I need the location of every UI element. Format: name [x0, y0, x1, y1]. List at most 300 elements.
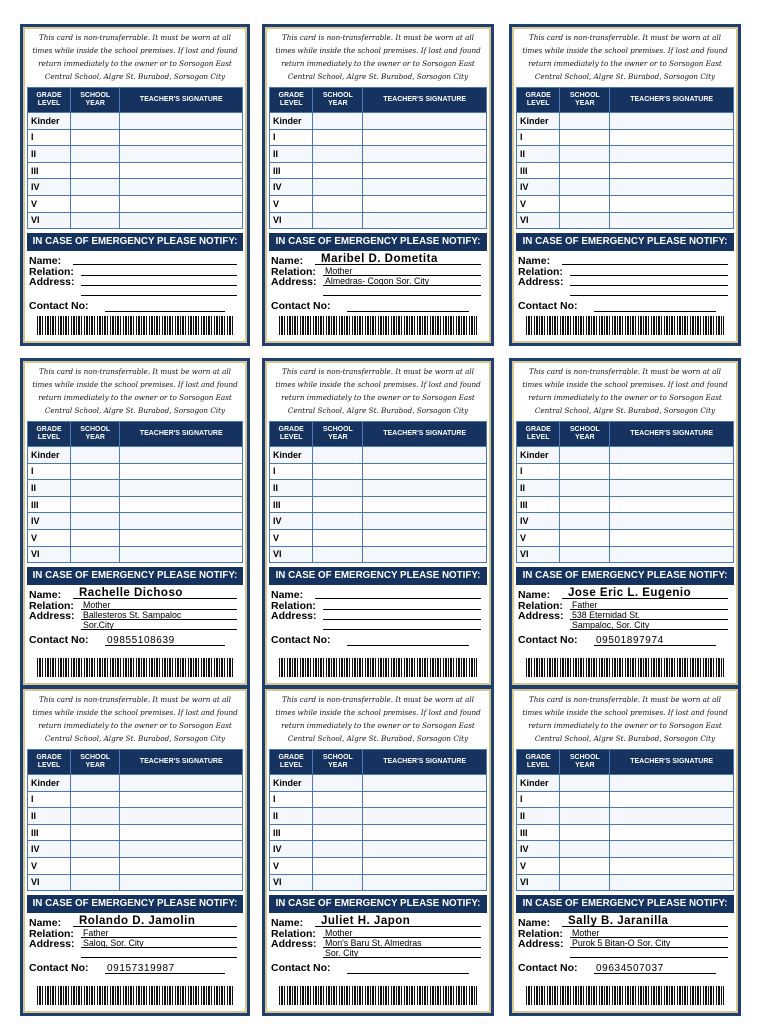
signature-cell — [363, 447, 487, 464]
table-row — [28, 195, 243, 212]
grade-level-cell: II — [517, 480, 560, 497]
signature-cell — [120, 808, 243, 825]
address-label: Address: — [29, 276, 75, 289]
signature-cell — [363, 463, 487, 480]
relation-label: Relation: — [29, 928, 74, 941]
name-label: Name: — [518, 589, 551, 602]
school-year-cell — [313, 463, 363, 480]
table-row — [517, 447, 734, 464]
signature-cell — [120, 162, 243, 179]
signature-cell — [120, 824, 243, 841]
signature-cell — [610, 874, 734, 891]
grade-level-cell: Kinder — [28, 113, 71, 130]
grade-level-cell: IV — [517, 841, 560, 858]
address-label: Address: — [29, 938, 75, 951]
grade-level-cell: III — [270, 496, 313, 513]
header-teacher-signature: TEACHER'S SIGNATURE — [363, 750, 487, 775]
signature-cell — [363, 513, 487, 530]
table-row — [270, 775, 487, 792]
signature-cell — [120, 146, 243, 163]
school-year-cell — [71, 775, 120, 792]
table-row — [28, 129, 243, 146]
signature-cell — [610, 480, 734, 497]
card-disclaimer: This card is non-transferrable. It must be worn at all times while inside the school premises. If lost and found return immediately to the owner or to Sorsogon East Central School, Algre St. Burabod, Sorsogon City — [522, 695, 728, 743]
name-label: Name: — [29, 589, 62, 602]
table-row — [270, 857, 487, 874]
grade-level-cell: II — [270, 146, 313, 163]
id-card-back — [20, 358, 250, 688]
grade-signature-table — [27, 87, 243, 229]
table-row — [517, 195, 734, 212]
card-disclaimer: This card is non-transferrable. It must be worn at all times while inside the school premises. If lost and found return immediately to the owner or to Sorsogon East Central School, Algre St. Burabod, Sorsogon City — [275, 33, 481, 81]
signature-cell — [610, 513, 734, 530]
grade-level-cell: VI — [270, 546, 313, 563]
relation-label: Relation: — [518, 600, 563, 613]
school-year-cell — [71, 179, 120, 196]
grade-level-cell: VI — [28, 874, 71, 891]
signature-cell — [363, 857, 487, 874]
school-year-cell — [313, 841, 363, 858]
table-row — [517, 496, 734, 513]
contact-person-name: Rolando D. Jamolin — [79, 915, 196, 928]
table-row — [28, 496, 243, 513]
school-year-cell — [313, 195, 363, 212]
header-teacher-signature: TEACHER'S SIGNATURE — [120, 88, 243, 113]
barcode-image — [37, 316, 233, 335]
table-row — [270, 874, 487, 891]
card-disclaimer: This card is non-transferrable. It must be worn at all times while inside the school premises. If lost and found return immediately to the owner or to Sorsogon East Central School, Algre St. Burabod, Sorsogon City — [32, 695, 238, 743]
relation-value: Mother — [325, 266, 353, 277]
table-row — [270, 513, 487, 530]
emergency-contact-info — [27, 589, 243, 648]
grade-level-cell: IV — [270, 179, 313, 196]
emergency-heading: IN CASE OF EMERGENCY PLEASE NOTIFY: — [269, 567, 487, 585]
id-card-back — [262, 686, 494, 1016]
card-disclaimer: This card is non-transferrable. It must be worn at all times while inside the school premises. If lost and found return immediately to the owner or to Sorsogon East Central School, Algre St. Burabod, Sorsogon City — [522, 33, 728, 81]
signature-cell — [610, 808, 734, 825]
header-teacher-signature: TEACHER'S SIGNATURE — [610, 422, 734, 447]
barcode-image — [37, 986, 233, 1005]
school-year-cell — [71, 857, 120, 874]
emergency-contact-info — [516, 255, 734, 314]
school-year-cell — [313, 212, 363, 229]
table-row — [517, 874, 734, 891]
header-school-year: SCHOOL YEAR — [560, 422, 610, 447]
grade-level-cell: I — [517, 463, 560, 480]
school-year-cell — [313, 179, 363, 196]
signature-cell — [120, 195, 243, 212]
signature-cell — [120, 874, 243, 891]
header-teacher-signature: TEACHER'S SIGNATURE — [610, 750, 734, 775]
contact-number-value: 09855108639 — [107, 635, 175, 647]
table-row — [270, 195, 487, 212]
table-row — [270, 791, 487, 808]
address-label: Address: — [518, 276, 564, 289]
grade-signature-table — [269, 421, 487, 563]
grade-level-cell: V — [517, 195, 560, 212]
school-year-cell — [313, 791, 363, 808]
emergency-heading: IN CASE OF EMERGENCY PLEASE NOTIFY: — [27, 895, 243, 913]
signature-cell — [610, 129, 734, 146]
contact-person-name: Jose Eric L. Eugenio — [568, 587, 692, 600]
table-row — [517, 546, 734, 563]
emergency-contact-info — [269, 255, 487, 314]
signature-cell — [120, 212, 243, 229]
school-year-cell — [313, 113, 363, 130]
school-year-cell — [71, 496, 120, 513]
grade-level-cell: I — [28, 791, 71, 808]
signature-cell — [610, 546, 734, 563]
table-row — [517, 775, 734, 792]
school-year-cell — [313, 874, 363, 891]
header-grade-level: GRADE LEVEL — [270, 88, 313, 113]
school-year-cell — [313, 129, 363, 146]
header-teacher-signature: TEACHER'S SIGNATURE — [610, 88, 734, 113]
id-card-back — [509, 358, 741, 688]
table-row — [28, 775, 243, 792]
contact-number-value: 09157319987 — [107, 963, 175, 975]
signature-cell — [610, 824, 734, 841]
relation-label: Relation: — [29, 266, 74, 279]
contact-number-label: Contact No: — [271, 962, 331, 975]
signature-cell — [363, 162, 487, 179]
card-disclaimer: This card is non-transferrable. It must be worn at all times while inside the school premises. If lost and found return immediately to the owner or to Sorsogon East Central School, Algre St. Burabod, Sorsogon City — [275, 367, 481, 415]
header-grade-level: GRADE LEVEL — [270, 422, 313, 447]
signature-cell — [120, 841, 243, 858]
address-label: Address: — [271, 938, 317, 951]
emergency-contact-info — [269, 917, 487, 976]
table-row — [28, 824, 243, 841]
signature-cell — [120, 546, 243, 563]
table-row — [28, 808, 243, 825]
table-row — [270, 447, 487, 464]
card-disclaimer: This card is non-transferrable. It must be worn at all times while inside the school premises. If lost and found return immediately to the owner or to Sorsogon East Central School, Algre St. Burabod, Sorsogon City — [32, 33, 238, 81]
table-row — [270, 212, 487, 229]
grade-level-cell: V — [517, 529, 560, 546]
grade-level-cell: Kinder — [517, 775, 560, 792]
address-line-1: Almedras- Cogon Sor. City — [325, 276, 430, 287]
signature-cell — [610, 775, 734, 792]
address-label: Address: — [518, 610, 564, 623]
grade-level-cell: III — [28, 496, 71, 513]
emergency-contact-info — [516, 589, 734, 648]
relation-label: Relation: — [271, 600, 316, 613]
table-row — [28, 480, 243, 497]
school-year-cell — [560, 775, 610, 792]
grade-level-cell: II — [270, 808, 313, 825]
school-year-cell — [71, 146, 120, 163]
table-row — [28, 146, 243, 163]
grade-level-cell: I — [270, 463, 313, 480]
signature-cell — [120, 775, 243, 792]
table-row — [270, 129, 487, 146]
signature-cell — [363, 480, 487, 497]
table-row — [270, 496, 487, 513]
name-label: Name: — [271, 917, 304, 930]
grade-level-cell: VI — [270, 212, 313, 229]
grade-level-cell: I — [28, 463, 71, 480]
school-year-cell — [560, 546, 610, 563]
school-year-cell — [560, 529, 610, 546]
grade-level-cell: VI — [517, 212, 560, 229]
table-row — [517, 463, 734, 480]
grade-level-cell: II — [28, 146, 71, 163]
signature-cell — [363, 808, 487, 825]
school-year-cell — [313, 857, 363, 874]
header-school-year: SCHOOL YEAR — [313, 88, 363, 113]
school-year-cell — [71, 546, 120, 563]
school-year-cell — [560, 874, 610, 891]
name-label: Name: — [29, 917, 62, 930]
grade-level-cell: III — [28, 824, 71, 841]
school-year-cell — [560, 129, 610, 146]
school-year-cell — [560, 212, 610, 229]
table-row — [517, 113, 734, 130]
table-row — [517, 179, 734, 196]
signature-cell — [363, 874, 487, 891]
barcode-image — [279, 986, 477, 1005]
school-year-cell — [313, 447, 363, 464]
signature-cell — [610, 447, 734, 464]
table-row — [517, 791, 734, 808]
grade-level-cell: I — [270, 791, 313, 808]
school-year-cell — [313, 162, 363, 179]
grade-level-cell: I — [517, 791, 560, 808]
header-school-year: SCHOOL YEAR — [71, 750, 120, 775]
table-row — [517, 480, 734, 497]
grade-level-cell: Kinder — [270, 113, 313, 130]
grade-level-cell: V — [270, 195, 313, 212]
signature-cell — [120, 463, 243, 480]
table-row — [28, 874, 243, 891]
signature-cell — [363, 179, 487, 196]
grade-level-cell: II — [28, 480, 71, 497]
signature-cell — [610, 212, 734, 229]
table-row — [270, 146, 487, 163]
school-year-cell — [71, 841, 120, 858]
signature-cell — [363, 195, 487, 212]
grade-level-cell: III — [517, 162, 560, 179]
emergency-heading: IN CASE OF EMERGENCY PLEASE NOTIFY: — [269, 233, 487, 251]
signature-cell — [120, 447, 243, 464]
table-row — [517, 212, 734, 229]
address-label: Address: — [518, 938, 564, 951]
address-line-1: 538 Eternidad St. — [572, 610, 640, 621]
emergency-contact-info — [269, 589, 487, 648]
header-school-year: SCHOOL YEAR — [71, 422, 120, 447]
id-card-back — [20, 24, 250, 346]
header-school-year: SCHOOL YEAR — [313, 750, 363, 775]
grade-level-cell: IV — [28, 841, 71, 858]
school-year-cell — [560, 824, 610, 841]
grade-level-cell: Kinder — [517, 113, 560, 130]
contact-number-label: Contact No: — [271, 300, 331, 313]
signature-cell — [610, 195, 734, 212]
grade-level-cell: V — [28, 857, 71, 874]
id-card-back — [509, 24, 741, 346]
contact-number-label: Contact No: — [29, 962, 89, 975]
school-year-cell — [313, 824, 363, 841]
school-year-cell — [71, 791, 120, 808]
grade-level-cell: II — [270, 480, 313, 497]
contact-person-name: Maribel D. Dometita — [321, 253, 438, 266]
relation-value: Mother — [572, 928, 600, 939]
address-line-2: Sor.City — [83, 620, 114, 631]
name-label: Name: — [29, 255, 62, 268]
school-year-cell — [71, 480, 120, 497]
id-card-back — [262, 358, 494, 688]
grade-level-cell: VI — [517, 546, 560, 563]
school-year-cell — [560, 808, 610, 825]
school-year-cell — [313, 546, 363, 563]
signature-cell — [120, 513, 243, 530]
grade-level-cell: III — [28, 162, 71, 179]
signature-cell — [610, 841, 734, 858]
card-disclaimer: This card is non-transferrable. It must be worn at all times while inside the school premises. If lost and found return immediately to the owner or to Sorsogon East Central School, Algre St. Burabod, Sorsogon City — [275, 695, 481, 743]
school-year-cell — [71, 162, 120, 179]
school-year-cell — [71, 513, 120, 530]
card-disclaimer: This card is non-transferrable. It must be worn at all times while inside the school premises. If lost and found return immediately to the owner or to Sorsogon East Central School, Algre St. Burabod, Sorsogon City — [522, 367, 728, 415]
grade-level-cell: I — [517, 129, 560, 146]
barcode-image — [279, 658, 477, 677]
table-row — [28, 791, 243, 808]
school-year-cell — [560, 480, 610, 497]
grade-signature-table — [27, 749, 243, 891]
signature-cell — [610, 463, 734, 480]
name-label: Name: — [518, 917, 551, 930]
header-grade-level: GRADE LEVEL — [270, 750, 313, 775]
id-card-back — [509, 686, 741, 1016]
table-row — [270, 463, 487, 480]
table-row — [270, 179, 487, 196]
grade-level-cell: I — [270, 129, 313, 146]
grade-level-cell: IV — [28, 513, 71, 530]
relation-label: Relation: — [518, 928, 563, 941]
grade-level-cell: IV — [517, 179, 560, 196]
school-year-cell — [313, 496, 363, 513]
emergency-heading: IN CASE OF EMERGENCY PLEASE NOTIFY: — [516, 233, 734, 251]
table-row — [517, 146, 734, 163]
emergency-heading: IN CASE OF EMERGENCY PLEASE NOTIFY: — [27, 567, 243, 585]
address-line-2: Sor. City — [325, 948, 359, 959]
signature-cell — [363, 212, 487, 229]
address-line-1: Salog, Sor. City — [83, 938, 144, 949]
grade-level-cell: V — [28, 195, 71, 212]
grade-level-cell: VI — [270, 874, 313, 891]
grade-level-cell: VI — [28, 212, 71, 229]
school-year-cell — [560, 146, 610, 163]
barcode-image — [279, 316, 477, 335]
grade-level-cell: V — [28, 529, 71, 546]
header-grade-level: GRADE LEVEL — [28, 750, 71, 775]
school-year-cell — [313, 480, 363, 497]
table-row — [517, 162, 734, 179]
signature-cell — [120, 113, 243, 130]
contact-number-label: Contact No: — [271, 634, 331, 647]
school-year-cell — [71, 463, 120, 480]
table-row — [517, 857, 734, 874]
table-row — [270, 824, 487, 841]
relation-value: Father — [83, 928, 109, 939]
grade-signature-table — [516, 87, 734, 229]
signature-cell — [120, 857, 243, 874]
emergency-heading: IN CASE OF EMERGENCY PLEASE NOTIFY: — [516, 895, 734, 913]
table-row — [517, 529, 734, 546]
table-row — [270, 162, 487, 179]
address-label: Address: — [29, 610, 75, 623]
school-year-cell — [560, 113, 610, 130]
name-label: Name: — [271, 255, 304, 268]
contact-person-name: Sally B. Jaranilla — [568, 915, 669, 928]
table-row — [270, 529, 487, 546]
school-year-cell — [71, 874, 120, 891]
header-grade-level: GRADE LEVEL — [517, 422, 560, 447]
table-row — [28, 463, 243, 480]
id-card-back — [262, 24, 494, 346]
signature-cell — [363, 529, 487, 546]
contact-person-name: Juliet H. Japon — [321, 915, 411, 928]
barcode-image — [526, 316, 724, 335]
school-year-cell — [71, 824, 120, 841]
id-card-back — [20, 686, 250, 1016]
school-year-cell — [560, 857, 610, 874]
address-line-1: Mon's Baru St. Almedras — [325, 938, 422, 949]
table-row — [270, 841, 487, 858]
grade-level-cell: Kinder — [517, 447, 560, 464]
grade-level-cell: III — [517, 496, 560, 513]
signature-cell — [363, 113, 487, 130]
grade-level-cell: Kinder — [28, 775, 71, 792]
grade-signature-table — [27, 421, 243, 563]
table-row — [28, 212, 243, 229]
header-teacher-signature: TEACHER'S SIGNATURE — [363, 422, 487, 447]
table-row — [270, 480, 487, 497]
name-label: Name: — [271, 589, 304, 602]
signature-cell — [610, 529, 734, 546]
signature-cell — [610, 146, 734, 163]
header-teacher-signature: TEACHER'S SIGNATURE — [363, 88, 487, 113]
table-row — [270, 546, 487, 563]
header-school-year: SCHOOL YEAR — [560, 750, 610, 775]
table-row — [28, 113, 243, 130]
school-year-cell — [560, 162, 610, 179]
school-year-cell — [313, 513, 363, 530]
table-row — [517, 129, 734, 146]
contact-number-value: 09501897974 — [596, 635, 664, 647]
header-teacher-signature: TEACHER'S SIGNATURE — [120, 422, 243, 447]
signature-cell — [120, 480, 243, 497]
table-row — [517, 841, 734, 858]
emergency-contact-info — [27, 255, 243, 314]
barcode-image — [526, 986, 724, 1005]
grade-level-cell: IV — [517, 513, 560, 530]
grade-level-cell: IV — [28, 179, 71, 196]
grade-signature-table — [269, 87, 487, 229]
barcode-image — [526, 658, 724, 677]
signature-cell — [363, 824, 487, 841]
signature-cell — [363, 775, 487, 792]
school-year-cell — [560, 496, 610, 513]
school-year-cell — [313, 146, 363, 163]
emergency-contact-info — [516, 917, 734, 976]
grade-level-cell: IV — [270, 841, 313, 858]
school-year-cell — [313, 529, 363, 546]
relation-value: Mother — [325, 928, 353, 939]
header-grade-level: GRADE LEVEL — [28, 422, 71, 447]
grade-level-cell: Kinder — [270, 775, 313, 792]
relation-value: Father — [572, 600, 598, 611]
card-disclaimer: This card is non-transferrable. It must be worn at all times while inside the school premises. If lost and found return immediately to the owner or to Sorsogon East Central School, Algre St. Burabod, Sorsogon City — [32, 367, 238, 415]
